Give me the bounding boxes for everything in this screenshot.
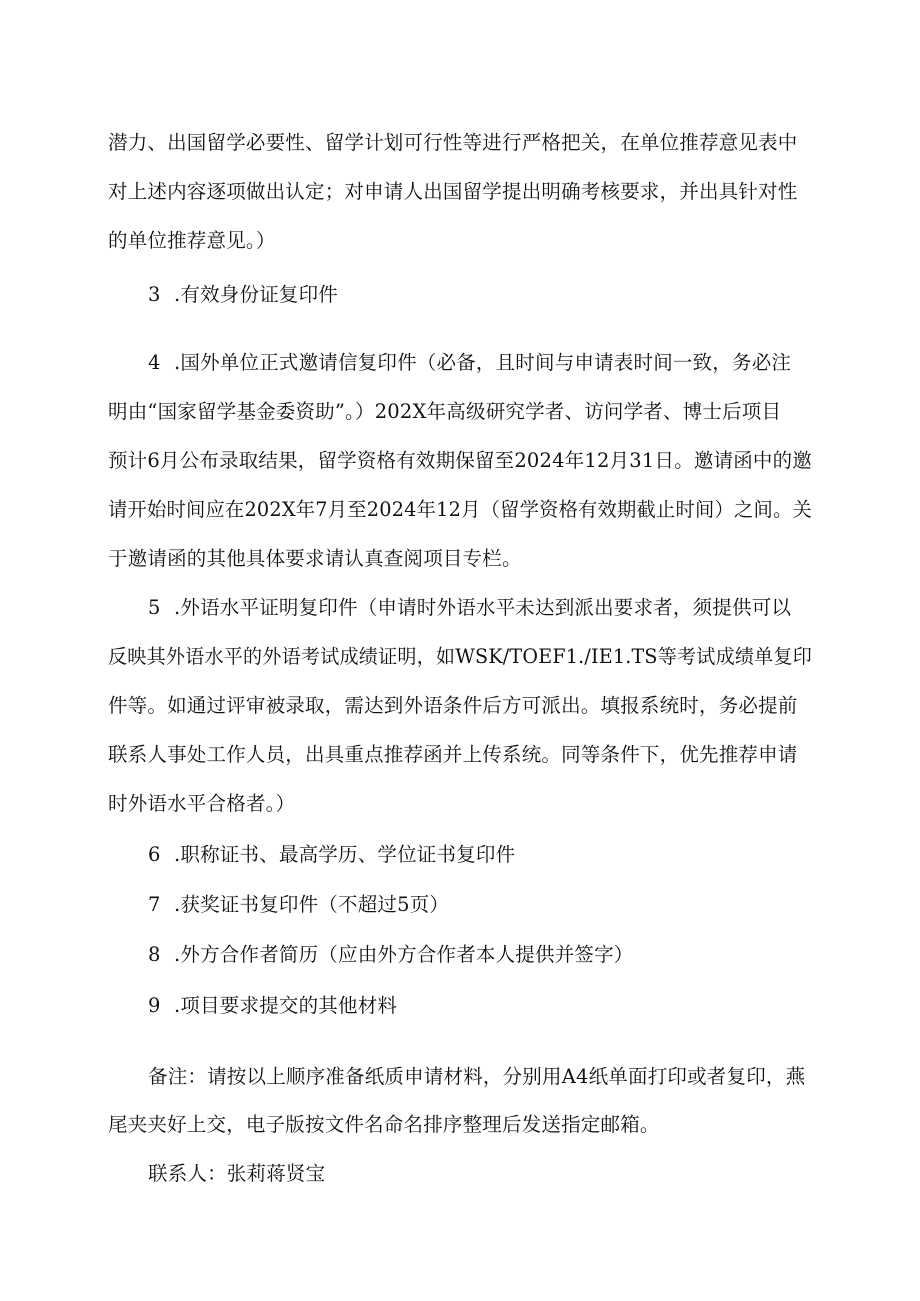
list-item-6 bbox=[0, 838, 920, 872]
item-text: .有效身份证复印件 bbox=[174, 283, 338, 306]
paragraph-line: 件等。如通过评审被录取，需达到外语条件后方可派出。填报系统时，务必提前 bbox=[108, 694, 798, 717]
paragraph-line: 预计6月公布录取结果，留学资格有效期保留至2024年12月31日。邀请函中的邀 bbox=[108, 449, 812, 472]
item-text: .职称证书、最高学历、学位证书复印件 bbox=[174, 843, 516, 866]
item-text: .外方合作者简历（应由外方合作者本人提供并签字） bbox=[174, 943, 634, 966]
paragraph-line: 对上述内容逐项做出认定；对申请人出国留学提出明确考核要求，并出具针对性 bbox=[108, 180, 798, 203]
item-text: .项目要求提交的其他材料 bbox=[174, 994, 398, 1017]
list-item-7 bbox=[0, 888, 920, 922]
paragraph-line: 时外语水平合格者。） bbox=[108, 792, 296, 815]
note-line: 尾夹夹好上交，电子版按文件名命名排序整理后发送指定邮箱。 bbox=[108, 1113, 660, 1136]
paragraph-line: 请开始时间应在202X年7月至2024年12月（留学资格有效期截止时间）之间。关 bbox=[108, 498, 812, 521]
item-number: 3 bbox=[148, 283, 161, 306]
item-number: 7 bbox=[148, 893, 161, 916]
item-text: .获奖证书复印件（不超过5页） bbox=[174, 893, 450, 916]
item-number: 8 bbox=[148, 943, 161, 966]
item-number: 5 bbox=[148, 596, 161, 619]
list-item-4 bbox=[0, 346, 920, 380]
paragraph-line: 联系人事处工作人员，出具重点推荐函并上传系统。同等条件下，优先推荐申请 bbox=[108, 743, 798, 766]
paragraph-line: 于邀请函的其他具体要求请认真查阅项目专栏。 bbox=[108, 547, 522, 570]
list-item-9 bbox=[0, 989, 920, 1023]
item-number: 6 bbox=[148, 843, 161, 866]
list-item-5 bbox=[0, 591, 920, 625]
paragraph-line: 明由“国家留学基金委资助”。）202X年高级研究学者、访问学者、博士后项目 bbox=[108, 400, 782, 423]
item-number: 4 bbox=[148, 351, 161, 374]
note-line: 备注：请按以上顺序准备纸质申请材料，分别用A4纸单面打印或者复印，燕 bbox=[148, 1065, 806, 1088]
paragraph-line: 潜力、出国留学必要性、留学计划可行性等进行严格把关，在单位推荐意见表中 bbox=[108, 131, 798, 154]
list-item-8 bbox=[0, 938, 920, 972]
list-item-3 bbox=[0, 278, 920, 312]
item-text: .外语水平证明复印件（申请时外语水平未达到派出要求者，须提供可以 bbox=[174, 596, 792, 619]
paragraph-line: 的单位推荐意见。） bbox=[108, 229, 276, 252]
paragraph-line: 反映其外语水平的外语考试成绩证明，如WSK/TOEF1./IE1.TS等考试成绩单复印 bbox=[108, 645, 813, 668]
item-text: .国外单位正式邀请信复印件（必备，且时间与申请表时间一致，务必注 bbox=[174, 351, 792, 374]
item-number: 9 bbox=[148, 994, 161, 1017]
contact-line: 联系人：张莉蒋贤宝 bbox=[148, 1162, 326, 1185]
